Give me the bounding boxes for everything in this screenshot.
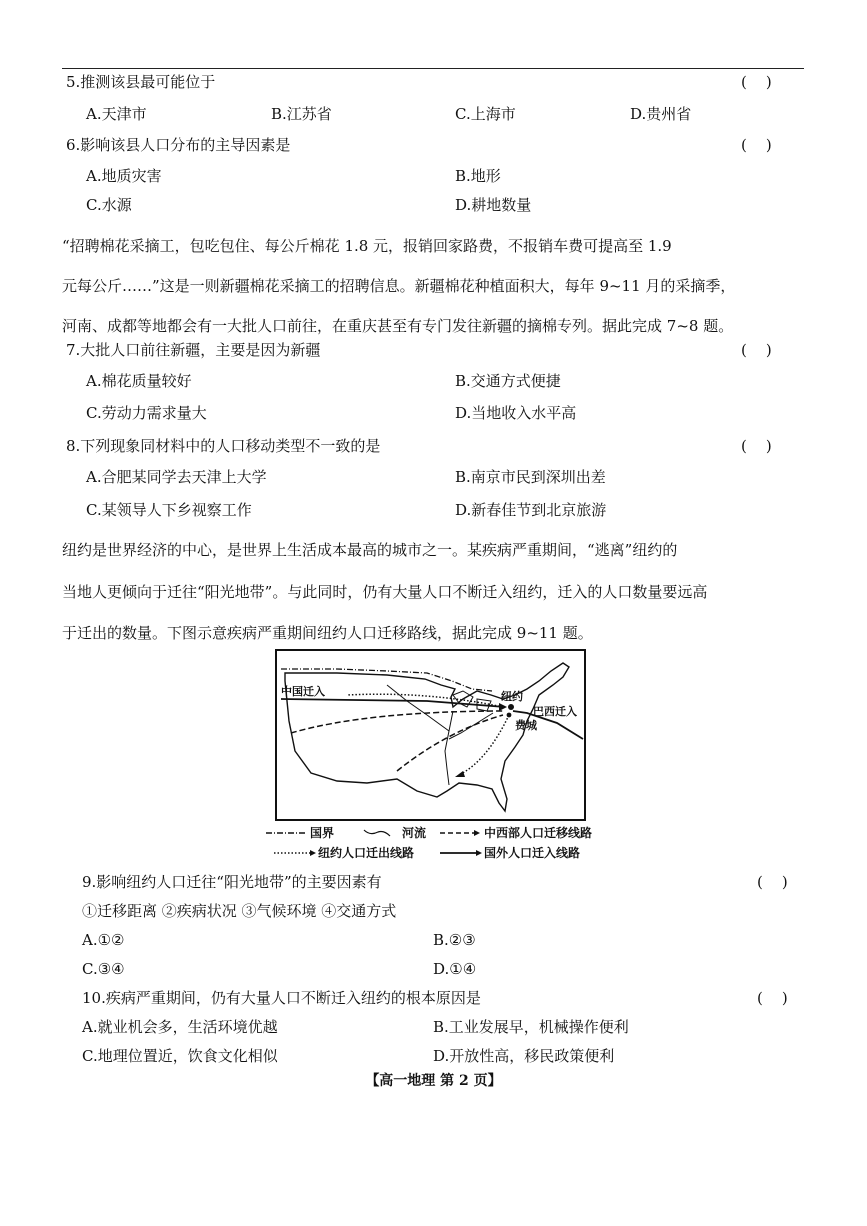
passage-1-line-1: “招聘棉花采摘工，包吃包住、每公斤棉花 1.8 元，报销回家路费，不报销车费可提高至 1.9: [62, 237, 672, 255]
legend-central-west-symbol: [438, 828, 482, 838]
question-5-stem: 5.推测该县最可能位于: [66, 73, 216, 91]
philadelphia-dot: [507, 713, 512, 718]
passage-2-line-3: 于迁出的数量。下图示意疾病严重期间纽约人口迁移路线，据此完成 9~11 题。: [62, 624, 593, 642]
newyork-dot: [508, 704, 514, 710]
usa-map-drawing: [277, 651, 584, 819]
top-rule: [62, 68, 804, 69]
question-6-answer-bracket: ( ): [741, 136, 772, 154]
question-9-items: ①迁移距离 ②疾病状况 ③气候环境 ④交通方式: [82, 902, 397, 920]
passage-2-line-1: 纽约是世界经济的中心，是世界上生活成本最高的城市之一。某疾病严重期间，“逃离”纽约的: [62, 541, 678, 559]
passage-1-line-3: 河南、成都等地都会有一大批人口前往，在重庆甚至有专门发往新疆的摘棉专列。据此完成 7~8 题。: [62, 317, 734, 335]
question-8-stem: 8.下列现象同材料中的人口移动类型不一致的是: [66, 437, 381, 455]
passage-2-line-2: 当地人更倾向于迁往“阳光地带”。与此同时，仍有大量人口不断迁入纽约，迁入的人口数量要远高: [62, 583, 708, 601]
legend-foreign-in-label: 国外人口迁入线路: [484, 846, 581, 860]
question-9-option-a: A.①②: [82, 931, 125, 949]
question-5-option-a: A.天津市: [86, 105, 147, 123]
question-9-option-b: B.②③: [433, 931, 476, 949]
passage-1-line-2: 元每公斤……”这是一则新疆棉花采摘工的招聘信息。新疆棉花种植面积大，每年 9~11 月的采摘季，: [62, 277, 736, 295]
label-brazil-in: 巴西迁入: [533, 705, 577, 718]
question-6-option-c: C.水源: [86, 196, 132, 214]
legend-ny-out-label: 纽约人口迁出线路: [318, 846, 415, 860]
question-8-option-c: C.某领导人下乡视察工作: [86, 501, 252, 519]
question-9-option-c: C.③④: [82, 960, 125, 978]
legend-foreign-in: [484, 846, 580, 860]
question-8-option-d: D.新春佳节到北京旅游: [455, 501, 607, 519]
central-west-route-1: [291, 711, 505, 733]
legend-central-west-label: 中西部人口迁移线路: [484, 826, 593, 840]
question-10-option-d: D.开放性高，移民政策便利: [433, 1047, 615, 1065]
legend-river-label: 河流: [402, 826, 427, 840]
missouri-river: [387, 685, 449, 731]
legend-river-symbol: [356, 828, 400, 838]
question-8-option-a: A.合肥某同学去天津上大学: [86, 468, 267, 486]
question-7-option-a: A.棉花质量较好: [86, 372, 192, 390]
legend-ny-out: [318, 846, 414, 860]
legend-border: [310, 826, 334, 840]
legend-central-west: [484, 826, 592, 840]
ny-out-route-south: [459, 715, 509, 775]
legend-foreign-in-symbol: [438, 848, 482, 858]
legend-border-symbol: [264, 828, 308, 838]
page-footer: 【高一地理 第 2 页】: [365, 1073, 502, 1089]
question-5-option-c: C.上海市: [455, 105, 516, 123]
question-5-answer-bracket: ( ): [741, 73, 772, 91]
question-9-answer-bracket: ( ): [757, 873, 788, 891]
label-china-in: 中国迁入: [281, 685, 325, 698]
question-10-option-b: B.工业发展早，机械操作便利: [433, 1018, 629, 1036]
question-8-option-b: B.南京市民到深圳出差: [455, 468, 606, 486]
central-west-route-2: [397, 715, 503, 771]
question-7-option-c: C.劳动力需求量大: [86, 404, 207, 422]
question-10-option-a: A.就业机会多，生活环境优越: [82, 1018, 278, 1036]
mississippi-river: [445, 711, 453, 785]
legend-ny-out-symbol: [272, 848, 316, 858]
question-7-option-d: D.当地收入水平高: [455, 404, 577, 422]
label-newyork: 纽约: [501, 690, 523, 703]
question-6-option-d: D.耕地数量: [455, 196, 532, 214]
question-7-stem: 7.大批人口前往新疆，主要是因为新疆: [66, 341, 321, 359]
question-10-option-c: C.地理位置近，饮食文化相似: [82, 1047, 278, 1065]
question-9-stem: 9.影响纽约人口迁往“阳光地带”的主要因素有: [82, 873, 382, 891]
question-5-option-b: B.江苏省: [271, 105, 332, 123]
question-8-answer-bracket: ( ): [741, 437, 772, 455]
legend-river: [402, 826, 426, 840]
question-6-stem: 6.影响该县人口分布的主导因素是: [66, 136, 291, 154]
question-7-answer-bracket: ( ): [741, 341, 772, 359]
usa-outline: [285, 663, 569, 811]
question-6-option-b: B.地形: [455, 167, 501, 185]
question-10-answer-bracket: ( ): [757, 989, 788, 1007]
label-philadelphia: 费城: [515, 719, 537, 732]
question-6-option-a: A.地质灾害: [86, 167, 162, 185]
question-5-option-d: D.贵州省: [630, 105, 692, 123]
legend-border-label: 国界: [310, 826, 335, 840]
question-7-option-b: B.交通方式便捷: [455, 372, 561, 390]
question-10-stem: 10.疾病严重期间，仍有大量人口不断迁入纽约的根本原因是: [82, 989, 481, 1007]
migration-map: [275, 649, 586, 821]
question-9-option-d: D.①④: [433, 960, 477, 978]
